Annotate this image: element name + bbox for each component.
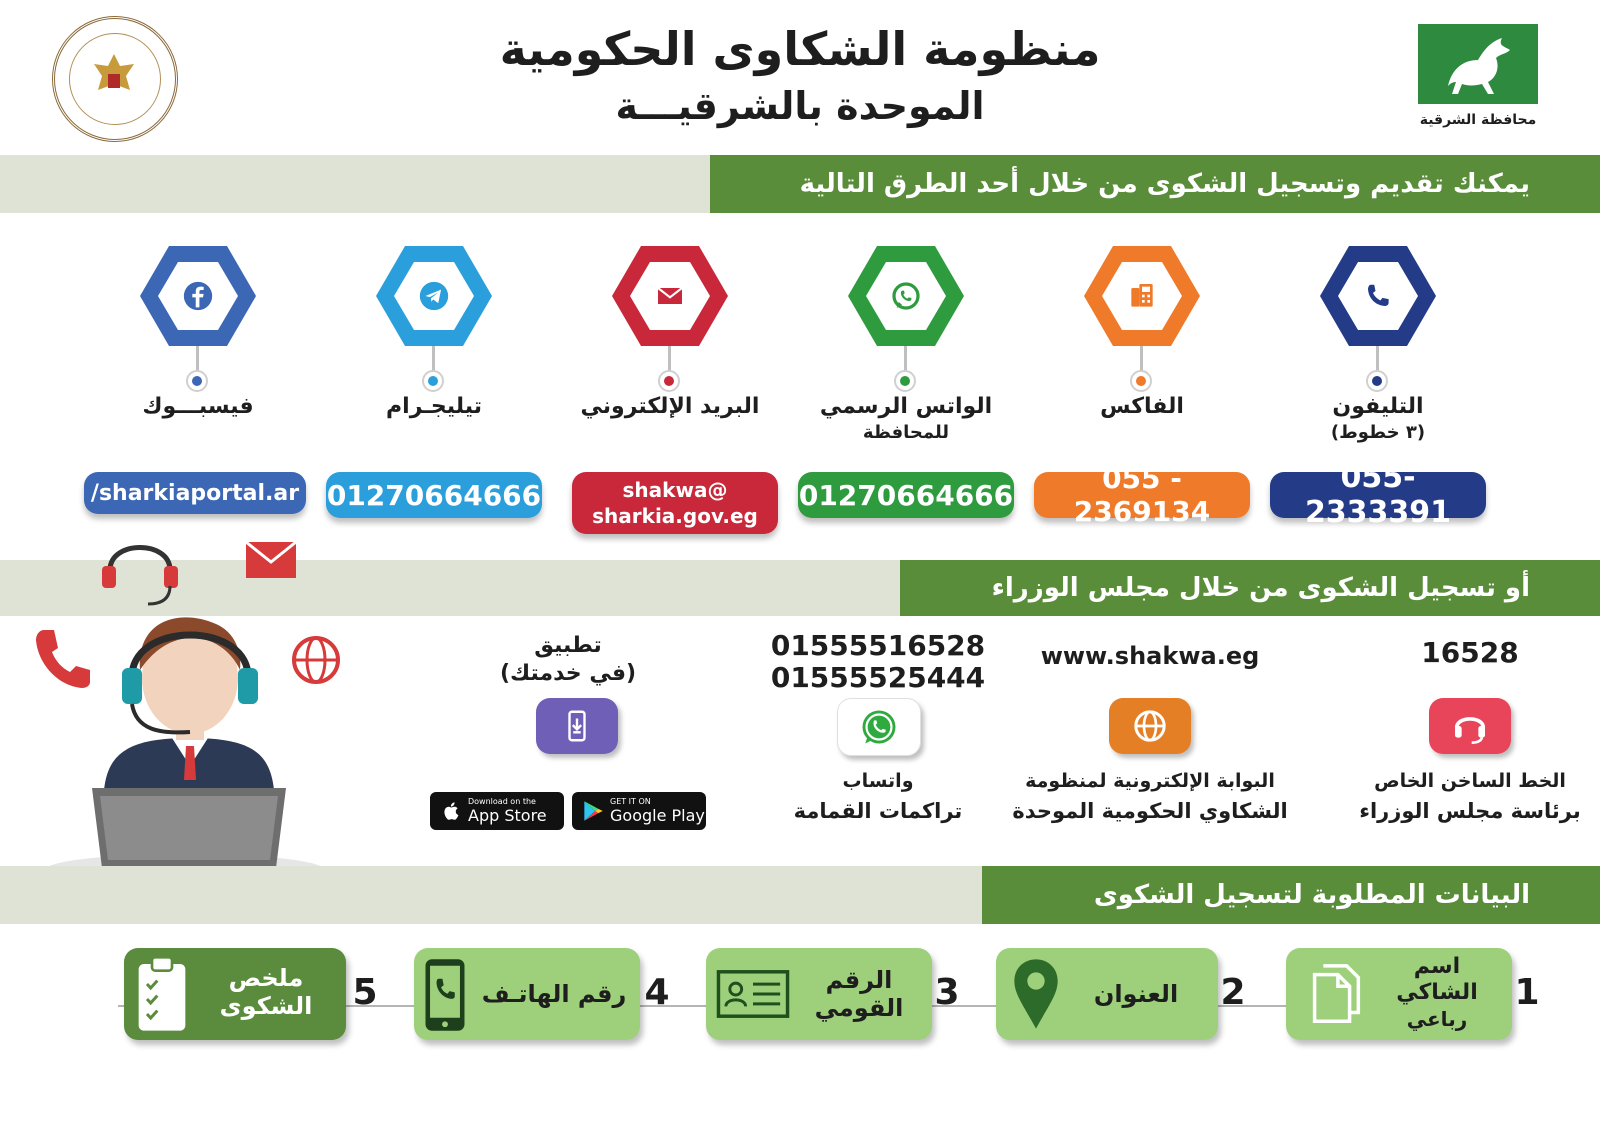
- facebook-icon: [178, 276, 218, 316]
- channel-phone: [1268, 246, 1488, 546]
- clipboard-icon: [134, 954, 190, 1034]
- channel-fax: [1032, 246, 1252, 546]
- mobile-download-icon: [536, 698, 618, 754]
- cabinet-hotline: [1320, 636, 1600, 836]
- phone-number-pill[interactable]: 055-2333391: [1270, 472, 1486, 518]
- step-summary-text: ملخص الشكوى: [219, 964, 313, 1020]
- app-store-badge[interactable]: [430, 792, 564, 830]
- phone-icon: [1358, 276, 1398, 316]
- portal-caption: البوابة الإلكترونية لمنظومة الشكاوي الحكومية الموحدة: [1012, 770, 1288, 823]
- whatsapp-icon: [886, 276, 926, 316]
- telegram-icon: [414, 276, 454, 316]
- portal-url[interactable]: www.shakwa.eg: [1040, 642, 1260, 670]
- google-play-large-text: Google Play: [610, 806, 705, 825]
- google-play-small-text: GET IT ON: [610, 797, 651, 806]
- required-heading: [982, 866, 1600, 924]
- google-play-badge[interactable]: [572, 792, 706, 830]
- step-card-name: [1286, 948, 1512, 1040]
- cabinet-whatsapp: [728, 630, 1028, 836]
- hotline-caption: الخط الساخن الخاص برئاسة مجلس الوزراء: [1359, 770, 1581, 823]
- app-title: تطبيق (في خدمتك): [499, 633, 637, 686]
- channel-facebook: [88, 246, 308, 546]
- methods-heading-text: يمكنك تقديم وتسجيل الشكوى من خلال أحد الطرق التالية: [799, 169, 1530, 199]
- whatsapp-icon: [837, 698, 921, 756]
- seal-inner-ring: [69, 33, 161, 125]
- fax-hexagon: [1084, 246, 1200, 346]
- email-line1: shakwa@: [622, 478, 728, 502]
- step-card-phone: [414, 948, 640, 1040]
- cabinet-heading-text: أو تسجيل الشكوى من خلال مجلس الوزراء: [991, 573, 1530, 603]
- facebook-label: فيسبـــوك: [142, 394, 254, 419]
- step-card-address: [996, 948, 1218, 1040]
- step-phone-text: رقم الهاتـف: [481, 980, 627, 1008]
- fax-number-pill[interactable]: 055 - 2369134: [1034, 472, 1250, 518]
- step-number: 1: [1514, 972, 1540, 1013]
- cabinet-seal: [52, 16, 178, 142]
- documents-icon: [1300, 960, 1370, 1030]
- governorate-logo-label: محافظة الشرقية: [1419, 112, 1537, 128]
- methods-heading: [710, 155, 1600, 213]
- call-center-illustration: [20, 520, 360, 900]
- step-number: 4: [644, 972, 670, 1013]
- google-play-icon: [580, 798, 606, 824]
- app-store-small-text: Download on the: [468, 797, 536, 806]
- app-store-large-text: App Store: [468, 806, 547, 825]
- step-address-text: العنوان: [1093, 980, 1179, 1008]
- email-label: البريد الإلكتروني: [580, 394, 760, 419]
- email-hexagon: [612, 246, 728, 346]
- mobile-phone-icon: [422, 956, 468, 1034]
- whatsapp-numbers[interactable]: 01555516528 01555525444: [770, 629, 986, 694]
- id-card-icon: [716, 968, 790, 1020]
- step-name-text: اسم الشاكي رباعي: [1396, 954, 1478, 1031]
- fax-label: الفاكس: [1100, 394, 1184, 419]
- step-card-summary: [124, 948, 346, 1040]
- apple-icon: [438, 798, 464, 824]
- page-subtitle: الموحدة بالشرقيـــة: [615, 84, 985, 128]
- governorate-logo: [1418, 24, 1538, 104]
- required-heading-text: البيانات المطلوبة لتسجيل الشكوى: [1093, 880, 1530, 910]
- fax-icon: [1122, 276, 1162, 316]
- phone-label: التليفون (٣ خطوط): [1330, 394, 1426, 443]
- whatsapp-label: الواتس الرسمي للمحافظة: [819, 394, 993, 443]
- whatsapp-hexagon: [848, 246, 964, 346]
- step-number: 5: [352, 972, 378, 1013]
- telegram-label: تيليجـرام: [386, 394, 482, 419]
- phone-hexagon: [1320, 246, 1436, 346]
- whatsapp-number-pill[interactable]: 01270664666: [798, 472, 1014, 518]
- step-number: 2: [1220, 972, 1246, 1013]
- step-card-national-id: [706, 948, 932, 1040]
- step-number: 3: [934, 972, 960, 1013]
- hotline-number[interactable]: 16528: [1421, 636, 1519, 669]
- telegram-number-pill[interactable]: 01270664666: [326, 472, 542, 518]
- email-line2: sharkia.gov.eg: [592, 504, 758, 528]
- eagle-emblem-icon: [68, 34, 160, 126]
- operator-illustration-icon: [20, 520, 360, 900]
- location-pin-icon: [1010, 956, 1062, 1032]
- email-address-pill[interactable]: [572, 472, 778, 534]
- email-icon: [650, 276, 690, 316]
- telegram-hexagon: [376, 246, 492, 346]
- facebook-hexagon: [140, 246, 256, 346]
- cabinet-portal: [1000, 636, 1300, 836]
- page-title: منظومة الشكاوى الحكومية: [499, 22, 1101, 76]
- channel-whatsapp: [796, 246, 1016, 546]
- facebook-page-pill[interactable]: /sharkiaportal.ar: [84, 472, 306, 514]
- step-national-id-text: الرقم القومي: [814, 966, 904, 1022]
- floating-headset-icon: [102, 548, 178, 605]
- channel-email: [560, 246, 780, 546]
- headset-icon: [1429, 698, 1511, 754]
- cabinet-heading: [900, 560, 1600, 616]
- whatsapp-caption: واتساب تراكمات القمامة: [793, 770, 963, 823]
- horse-icon: [1418, 24, 1538, 104]
- channel-telegram: [324, 246, 544, 546]
- globe-icon: [1109, 698, 1191, 754]
